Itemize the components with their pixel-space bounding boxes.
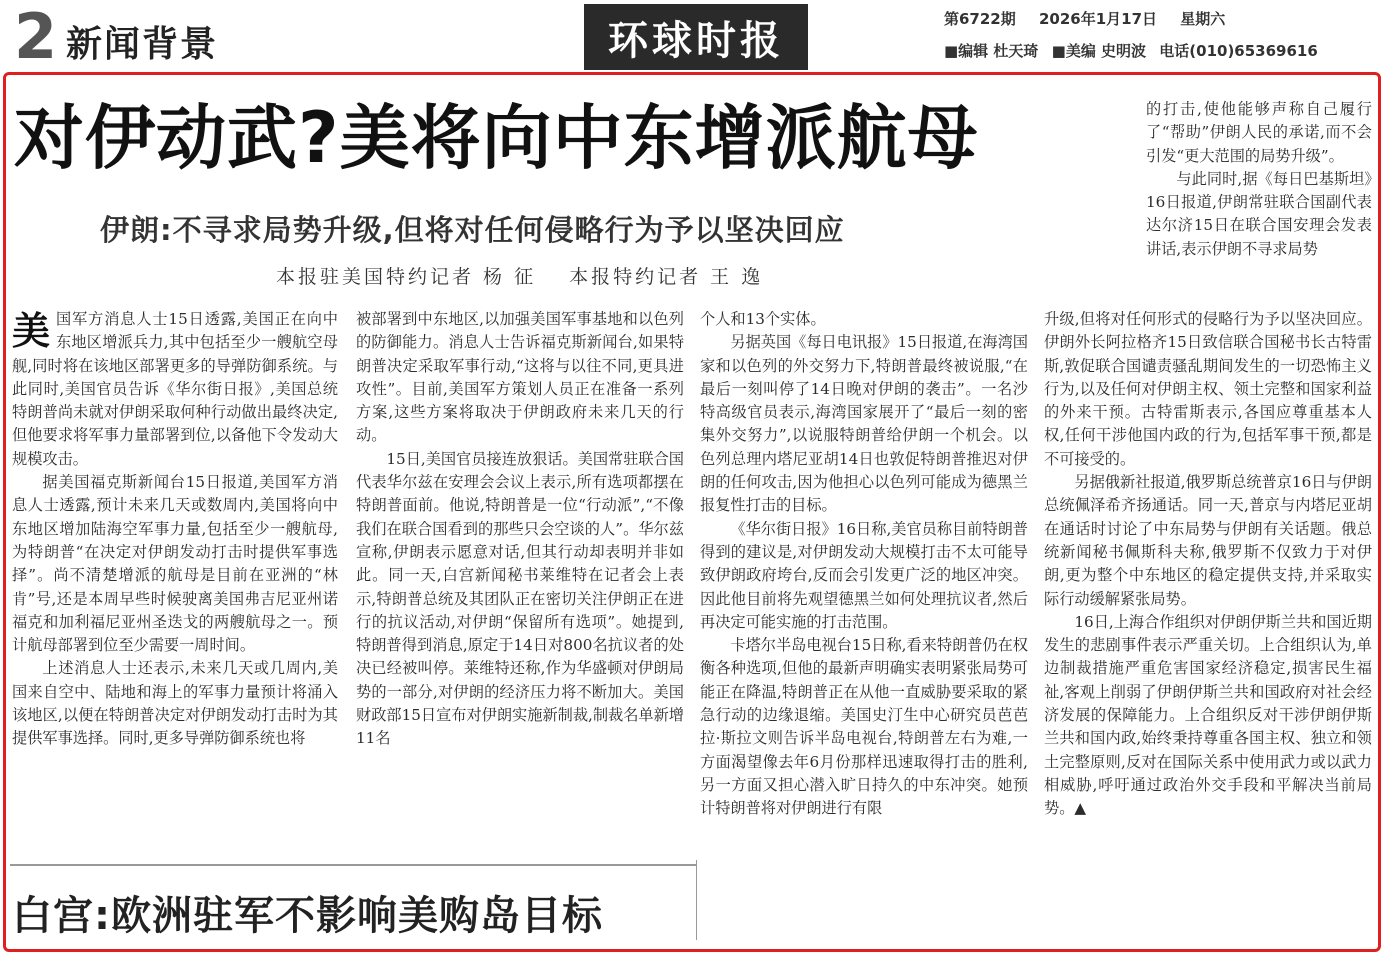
article-headline: 对伊动武?美将向中东增派航母: [14, 97, 979, 179]
paragraph: 卡塔尔半岛电视台15日称,看来特朗普仍在权衡各种选项,但他的最新声明确实表明紧张局势可能正在降温,特朗普正在从他一直威胁要采取的紧急行动的边缘退缩。美国史汀生中心研究员芭芭拉·斯拉文则告诉半岛电视台,特朗普左右为难,一方面渴望像去年6月份那样迅速取得打击的胜利,另一方面又担心潜入旷日持久的中东冲突。她预计特朗普将对伊朗进行有限: [700, 636, 1028, 818]
paragraph: 个人和13个实体。: [700, 310, 826, 328]
issue-number: 第6722期: [944, 10, 1016, 28]
drop-cap: 美: [12, 309, 51, 353]
byline: [276, 262, 787, 289]
section-divider: [10, 864, 696, 866]
article-column-4-top: [1146, 98, 1372, 306]
article-column-3: [700, 308, 1028, 936]
paragraph: 被部署到中东地区,以加强美国军事基地和以色列的防御能力。消息人士告诉福克斯新闻台,如果特朗普决定采取军事行动,“这将与以往不同,更具进攻性”。目前,美国军方策划人员正在准备一系列方案,这些方案将取决于伊朗政府未来几天的行动。: [356, 310, 684, 445]
sub-article-headline: 白宫:欧洲驻军不影响美购岛目标: [12, 893, 603, 939]
paragraph: 国军方消息人士15日透露,美国正在向中东地区增派兵力,其中包括至少一艘航空母舰,同时将在该地区部署更多的导弹防御系统。与此同时,美国官员告诉《华尔街日报》,美国总统特朗普尚未就对伊朗采取何种行动做出最终决定,但他要求将军事力量部署到位,以备他下令发动大规模攻击。: [12, 310, 338, 468]
issue-info: [944, 8, 1243, 29]
paragraph: 15日,美国官员接连放狠话。美国常驻联合国代表华尔兹在安理会会议上表示,所有选项都摆在特朗普面前。他说,特朗普是一位“行动派”,“不像我们在联合国看到的那些只会空谈的人”。华尔兹宣称,伊朗表示愿意对话,但其行动却表明并非如此。同一天,白宫新闻秘书莱维特在记者会上表示,特朗普总统及其团队正在密切关注伊朗正在进行的抗议活动,对伊朗“保留所有选项”。她提到,特朗普得到消息,原定于14日对800名抗议者的处决已经被叫停。莱维特还称,作为华盛顿对伊朗局势的一部分,对伊朗的经济压力将不断加大。美国财政部15日宣布对伊朗实施新制裁,制裁名单新增11名: [356, 449, 684, 748]
paragraph: 与此同时,据《每日巴基斯坦》16日报道,伊朗常驻联合国副代表达尔济15日在联合国安理会发表讲话,表示伊朗不寻求局势: [1146, 169, 1372, 258]
byline-reporter-1: 本报驻美国特约记者 杨 征: [276, 266, 537, 288]
paragraph: 另据英国《每日电讯报》15日报道,在海湾国家和以色列的外交努力下,特朗普最终被说服,“在最后一刻叫停了14日晚对伊朗的袭击”。一名沙特高级官员表示,海湾国家展开了“最后一刻的密集外交努力”,以说服特朗普给伊朗一个机会。以色列总理内塔尼亚胡14日也敦促特朗普推迟对伊朗的任何攻击,因为他担心以色列可能成为德黑兰报复性打击的目标。: [700, 333, 1028, 515]
paragraph: 另据俄新社报道,俄罗斯总统普京16日与伊朗总统佩泽希齐扬通话。同一天,普京与内塔尼亚胡在通话时讨论了中东局势与伊朗有关话题。俄总统新闻秘书佩斯科夫称,俄罗斯不仅致力于对伊朗,更为整个中东地区的稳定提供支持,并采取实际行动缓解紧张局势。: [1044, 473, 1372, 608]
issue-date: 2026年1月17日: [1038, 10, 1158, 28]
editor-credit: ■编辑 杜天琦: [944, 42, 1039, 60]
paragraph: 升级,但将对任何形式的侵略行为予以坚决回应。伊朗外长阿拉格齐15日致信联合国秘书长古特雷斯,敦促联合国谴责骚乱期间发生的一切恐怖主义行为,以及任何对伊朗主权、领土完整和国家利益的外来干预。古特雷斯表示,各国应尊重基本人权,任何干涉他国内政的行为,包括军事干预,都是不可接受的。: [1044, 310, 1372, 468]
paragraph: 据美国福克斯新闻台15日报道,美国军方消息人士透露,预计未来几天或数周内,美国将向中东地区增加陆海空军事力量,包括至少一艘航母,为特朗普“在决定对伊朗发动打击时提供军事选择”。尚不清楚增派的航母是目前在亚洲的“林肯”号,还是本周早些时候驶离美国弗吉尼亚州诺福克和加利福尼亚州圣迭戈的两艘航母之一。预计航母部署到位至少需要一周时间。: [12, 473, 338, 655]
paragraph: 《华尔街日报》16日称,美官员称目前特朗普得到的建议是,对伊朗发动大规模打击不太可能导致伊朗政府垮台,反而会引发更广泛的地区冲突。因此他目前将先观望德黑兰如何处理抗议者,然后再决定可能实施的打击范围。: [700, 519, 1028, 631]
article-column-2: [356, 308, 684, 844]
byline-reporter-2: 本报特约记者 王 逸: [569, 266, 764, 288]
page-number: 2: [14, 0, 58, 73]
masthead: [0, 0, 1384, 72]
article-column-4: [1044, 308, 1372, 936]
paragraph: 16日,上海合作组织对伊朗伊斯兰共和国近期发生的悲剧事件表示严重关切。上合组织认为,单边制裁措施严重危害国家经济稳定,损害民生福祉,客观上削弱了伊朗伊斯兰共和国政府对社会经济发展的保障能力。上合组织反对干涉伊朗伊斯兰共和国内政,始终秉持尊重各国主权、独立和领土完整原则,反对在国际关系中使用武力或以武力相威胁,呼吁通过政治外交手段和平解决当前局势。▲: [1044, 612, 1372, 818]
phone-number: 电话(010)65369616: [1159, 42, 1318, 60]
paragraph: 上述消息人士还表示,未来几天或几周内,美国来自空中、陆地和海上的军事力量预计将涌入该地区,以便在特朗普决定对伊朗发动打击时为其提供军事选择。同时,更多导弹防御系统也将: [12, 659, 338, 748]
newspaper-logo: 环球时报: [584, 4, 808, 70]
column-divider: [696, 860, 697, 940]
designer-credit: ■美编 史明波: [1051, 42, 1147, 60]
staff-info: [944, 40, 1326, 61]
article-subheadline: 伊朗:不寻求局势升级,但将对任何侵略行为予以坚决回应: [100, 213, 845, 247]
issue-weekday: 星期六: [1180, 10, 1226, 28]
section-title: 新闻背景: [66, 24, 219, 65]
article-column-1: [12, 308, 338, 844]
paragraph: 的打击,使他能够声称自己履行了“帮助”伊朗人民的承诺,而不会引发“更大范围的局势升级”。: [1146, 100, 1372, 165]
